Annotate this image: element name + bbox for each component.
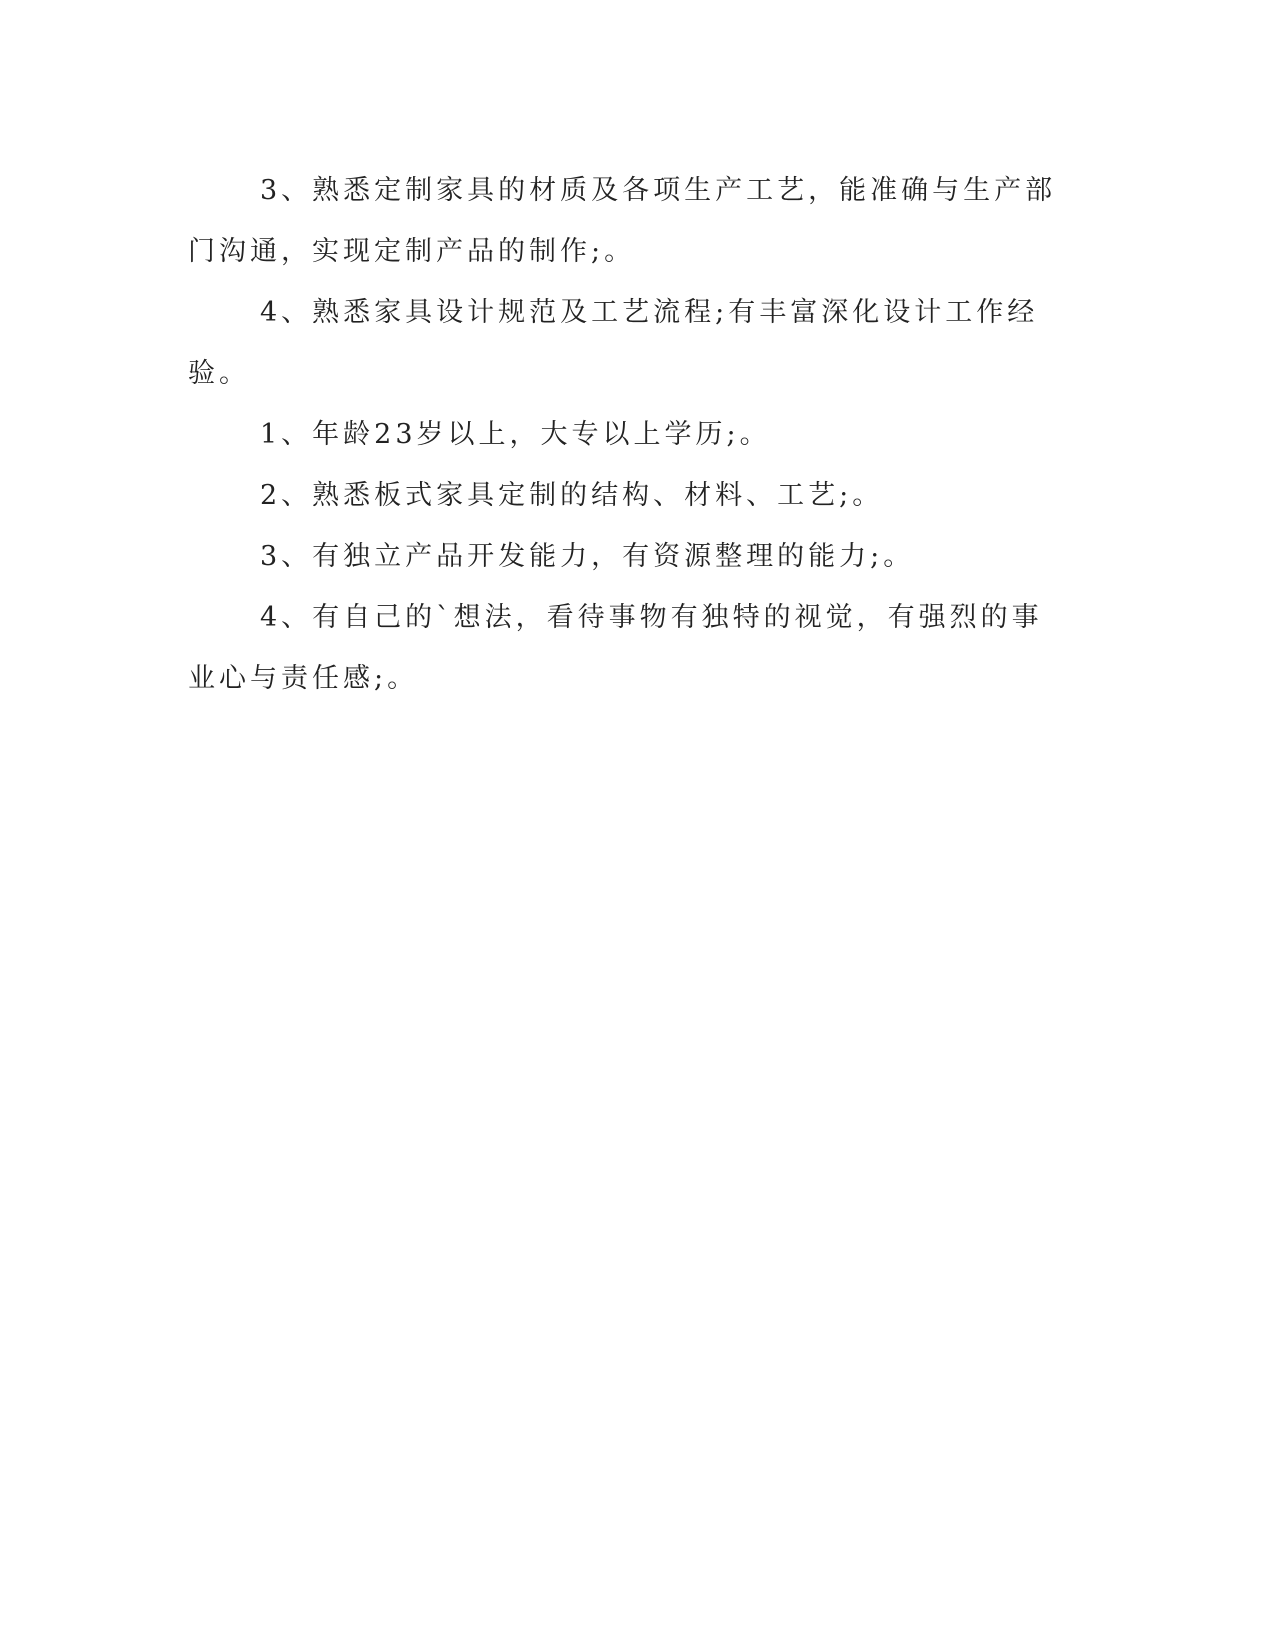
paragraph: 2、熟悉板式家具定制的结构、材料、工艺;。 — [260, 480, 884, 511]
paragraph: 1、年龄23岁以上，大专以上学历;。 — [260, 419, 771, 450]
paragraph: 4、有自己的`想法，看待事物有独特的视觉，有强烈的事业心与责任感;。 — [188, 602, 1043, 694]
paragraph: 4、熟悉家具设计规范及工艺流程;有丰富深化设计工作经验。 — [188, 297, 1039, 389]
paragraph: 3、有独立产品开发能力，有资源整理的能力;。 — [260, 541, 915, 572]
document-body — [188, 160, 1068, 709]
paragraph: 3、熟悉定制家具的材质及各项生产工艺，能准确与生产部门沟通，实现定制产品的制作;。 — [188, 175, 1057, 267]
